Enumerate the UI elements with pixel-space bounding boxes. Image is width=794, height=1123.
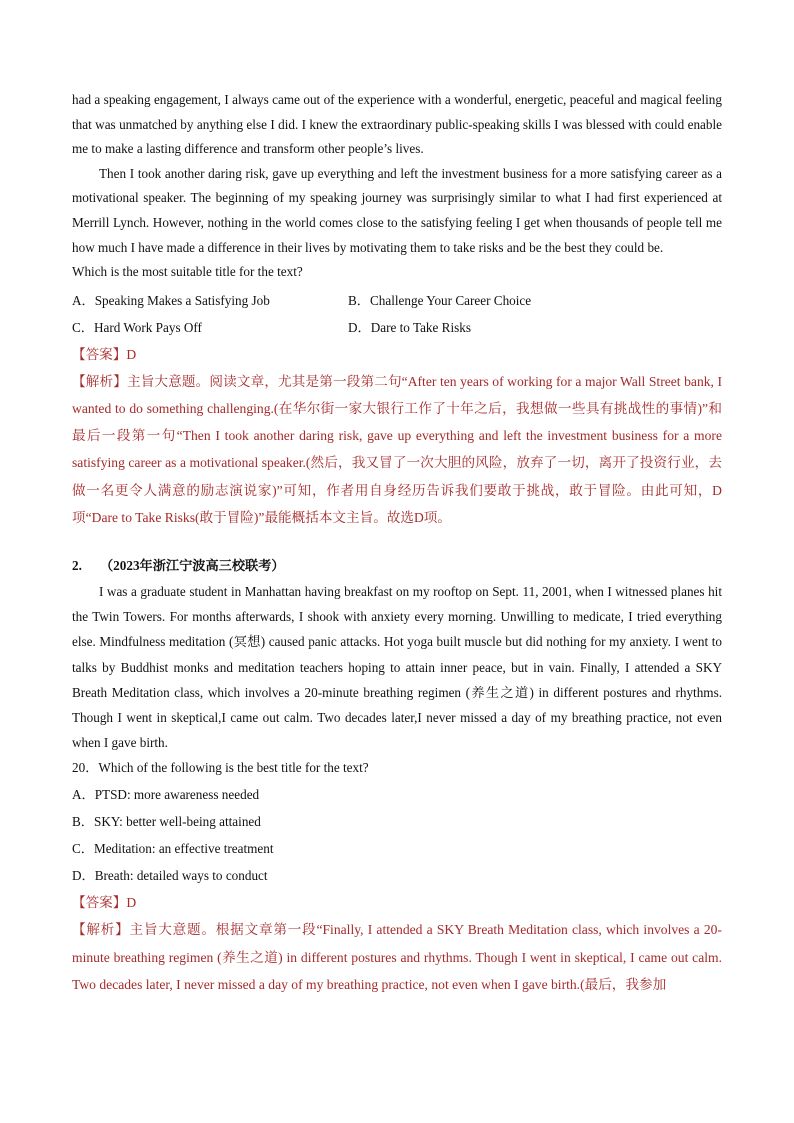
q2-analysis-text: 主旨大意题。根据文章第一段“Finally, I attended a SKY Breath Meditation class, which involves a 20-minute breathing regimen (养生之道) in different postures and rhythms. Though I went in skeptical, I came out calm. Two decades later, I never missed a day of my breathing practice, not even when I gave birth.(最后，我参加 bbox=[72, 922, 722, 992]
q2-option-b: B．SKY: better well-being attained bbox=[72, 814, 261, 830]
q2-header bbox=[72, 553, 722, 579]
q1-question: Which is the most suitable title for the text? bbox=[72, 264, 303, 280]
q2-answer bbox=[72, 889, 722, 916]
q1-analysis bbox=[72, 368, 722, 531]
document-page bbox=[72, 88, 722, 998]
q1-passage-paragraph-2: Then I took another daring risk, gave up everything and left the investment business for a more satisfying career as a motivational speaker. The beginning of my speaking journey was surprisingly similar to what I had first experienced at Merrill Lynch. However, nothing in the world comes close to the satisfying feeling I get when thousands of people tell me how much I have made a difference in their lives by motivating them to take risks and be the best they could be. bbox=[72, 165, 722, 255]
q2-number: 2. bbox=[72, 557, 82, 573]
q1-analysis-tag: 【解析】 bbox=[72, 373, 127, 389]
q2-option-d: D．Breath: detailed ways to conduct bbox=[72, 868, 268, 884]
q2-analysis bbox=[72, 916, 722, 998]
q2-option-c: C．Meditation: an effective treatment bbox=[72, 841, 274, 857]
q2-answer-tag: 【答案】 bbox=[72, 895, 127, 911]
q1-option-d: D．Dare to Take Risks bbox=[348, 319, 471, 335]
q1-option-a: A．Speaking Makes a Satisfying Job bbox=[72, 292, 270, 308]
q2-question: 20．Which of the following is the best title for the text? bbox=[72, 760, 369, 776]
q1-option-c: C．Hard Work Pays Off bbox=[72, 319, 202, 335]
q1-options-row-1 bbox=[72, 287, 722, 314]
q1-options-row-2 bbox=[72, 314, 722, 341]
q1-option-b: B．Challenge Your Career Choice bbox=[348, 292, 532, 308]
q1-answer-tag: 【答案】 bbox=[72, 346, 127, 362]
q2-source: （2023年浙江宁波高三校联考） bbox=[100, 557, 285, 573]
q2-analysis-tag: 【解析】 bbox=[72, 922, 130, 938]
q2-passage: I was a graduate student in Manhattan having breakfast on my rooftop on Sept. 11, 2001, when I witnessed planes hit the Twin Towers. For months afterwards, I shook with anxiety every morning. Unwilling to medicate, I tried everything else. Mindfulness meditation (冥想) caused panic attacks. Hot yoga built muscle but did nothing for my anxiety. I went to talks by Buddhist monks and meditation teachers hoping to attain inner peace, but in vain. Finally, I attended a SKY Breath Meditation class, which involves a 20-minute breathing regimen (养生之道) in different postures and rhythms. Though I went in skeptical,I came out calm. Two decades later,I never missed a day of my breathing practice, not even when I gave birth. bbox=[72, 583, 722, 751]
q1-answer bbox=[72, 341, 722, 368]
q2-option-a: A．PTSD: more awareness needed bbox=[72, 787, 260, 803]
q1-passage-paragraph-1: had a speaking engagement, I always came out of the experience with a wonderful, energetic, peaceful and magical feeling that was unmatched by anything else I did. I knew the extraordinary public-speaking skills I was blessed with could enable me to make a lasting difference and transform other people’s lives. bbox=[72, 92, 722, 157]
q1-answer-value: D bbox=[126, 346, 137, 362]
q1-analysis-text: 主旨大意题。阅读文章，尤其是第一段第二句“After ten years of working for a major Wall Street bank, I wanted to do something challenging.(在华尔街一家大银行工作了十年之后，我想做一些具有挑战性的事情)”和最后一段第一句“Then I took another daring risk, gave up everything and left the investment business for a more satisfying career as a motivational speaker.(然后，我又冒了一次大胆的风险，放弃了一切，离开了投资行业，去做一名更令人满意的励志演说家)”可知，作者用自身经历告诉我们要敢于挑战，敢于冒险。由此可知，D项“Dare to Take Risks(敢于冒险)”最能概括本文主旨。故选D项。 bbox=[72, 373, 723, 525]
q2-answer-value: D bbox=[126, 895, 137, 911]
